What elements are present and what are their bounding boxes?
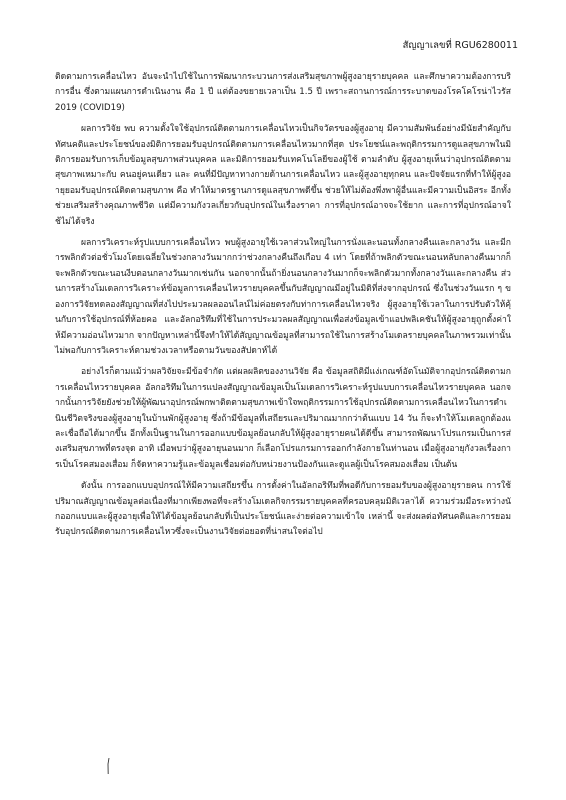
- pen-mark: [107, 758, 110, 774]
- paragraph-3: ผลการวิเคราะห์รูปแบบการเคลื่อนไหว พบผู้สูงอายุใช้เวลาส่วนใหญ่ในการนั่งและนอนทั้งกลางคืนและกลางวัน และมีการพลิกตัวต่อชั่วโมงโดยเฉลี่ยในช่วงกลางวันมากกว่าช่วงกลางคืนถึงเกือบ 4 เท่า โดยที่ถ้าพลิกตัวขณะนอนหลับกลางคืนมากก็จะพลิกตัวขณะนอนงีบตอนกลางวันมากเช่นกัน นอกจากนั้นถ้ายิ่งนอนกลางวันมากก็จะพลิกตัวมากทั้งกลางวันและกลางคืน ส่วนการสร้างโมเดลการวิเคราะห์ข้อมูลการเคลื่อนไหวรายบุคคลขึ้นกับสัญญาณมีอยู่ในมิติที่ส่งจากอุปกรณ์ ซึ่งในช่วงวันแรก ๆ ของการวิจัยทดลองสัญญาณที่ส่งไปประมวลผลออนไลน์ไม่ค่อยตรงกับท่าการเคลื่อนไหวจริง ผู้สูงอายุใช้เวลาในการปรับตัวให้คุ้นกับการใช้อุปกรณ์ที่ห้อยคอ และอัลกอริทึมที่ใช้ในการประมวลผลสัญญาณเพื่อส่งข้อมูลเข้าแอปพลิเคชันให้ผู้สูงอายุถูกตั้งค่าให้มีความอ่อนไหวมาก จากปัญหาเหล่านี้จึงทำให้ได้สัญญาณข้อมูลที่สามารถใช้ในการสร้างโมเดลรายบุคคลในภาพรวมเท่านั้น ไม่พอกับการวิเคราะห์ตามช่วงเวลาหรือตามวันของสัปดาห์ได้: [55, 238, 511, 356]
- paragraph-4: อย่างไรก็ตามแม้ว่าผลวิจัยจะมีข้อจำกัด แต่ผลผลิตของงานวิจัย คือ ข้อมูลสถิติมีแง่เกณฑ์อัตโนมัติจากอุปกรณ์ติดตามการเคลื่อนไหวรายบุคคล อัลกอริทึมในการแปลงสัญญาณข้อมูลเป็นโมเดลการวิเคราะห์รูปแบบการเคลื่อนไหวรายบุคคล นอกจากนั้นการวิจัยยังช่วยให้ผู้พัฒนาอุปกรณ์พกพาติดตามสุขภาพเข้าใจพฤติกรรมการใช้อุปกรณ์ติดตามการเคลื่อนไหวในการดำเนินชีวิตจริงของผู้สูงอายุในบ้านพักผู้สูงอายุ ซึ่งถ้ามีข้อมูลที่เสถียรและปริมาณมากกว่าต้นแบบ 14 วัน ก็จะทำให้โมเดลถูกต้องและเชื่อถือได้มากขึ้น อีกทั้งเป็นฐานในการออกแบบข้อมูลย้อนกลับให้ผู้สูงอายุรายคนได้ดีขึ้น สามารถพัฒนาโปรแกรมเป็นการส่งเสริมสุขภาพที่ตรงจุด อาทิ เมื่อพบว่าผู้สูงอายุนอนมาก ก็เลือกโปรแกรมการออกกำลังกายในท่านอน เมื่อผู้สูงอายุกังวลเรื่องการเป็นโรคสมองเสื่อม ก็จัดหาความรู้และข้อมูลเชื่อมต่อกับหน่วยงานป้องกันและดูแลผู้เป็นโรคสมองเสื่อม เป็นต้น: [55, 367, 511, 470]
- paragraph-1: ติดตามการเคลื่อนไหว อันจะนำไปใช้ในการพัฒนากระบวนการส่งเสริมสุขภาพผู้สูงอายุรายบุคคล และศึกษาความต้องการบริการอื่น ซึ่งตามแผนการดำเนินงาน คือ 1 ปี แต่ต้องขยายเวลาเป็น 1.5 ปี เพราะสถานการณ์การระบาดของโรคโคโรน่าไวรัส 2019 (COVID19): [55, 72, 511, 113]
- paragraph-5: ดังนั้น การออกแบบอุปกรณ์ให้มีความเสถียรขึ้น การตั้งค่าในอัลกอริทึมที่พอดีกับการยอมรับของผู้สูงอายุรายคน การใช้ปริมาณสัญญาณข้อมูลต่อเนื่องที่มากเพียงพอที่จะสร้างโมเดลกิจกรรมรายบุคคลที่ครอบคลุมมิติเวลาได้ ความร่วมมือระหว่างนักออกแบบและผู้สูงอายุเพื่อให้ได้ข้อมูลย้อนกลับที่เป็นประโยชน์และง่ายต่อความเข้าใจ เหล่านี้ จะส่งผลต่อทัศนคติและการยอมรับอุปกรณ์ติดตามการเคลื่อนไหวซึ่งจะเป็นงานวิจัยต่อยอดที่น่าสนใจต่อไป: [55, 481, 511, 538]
- contract-number: สัญญาเลขที่ RGU6280011: [402, 40, 518, 51]
- paragraph-2: ผลการวิจัย พบ ความตั้งใจใช้อุปกรณ์ติดตามการเคลื่อนไหวเป็นกิจวัตรของผู้สูงอายุ มีความสัมพันธ์อย่างมีนัยสำคัญกับทัศนคติและประโยชน์ของมิติการยอมรับอุปกรณ์ติดตามการเคลื่อนไหวมากที่สุด ประโยชน์และพฤติกรรมการดูแลสุขภาพในมิติการยอมรับการเก็บข้อมูลสุขภาพส่วนบุคคล และมิติการยอมรับเทคโนโลยีของผู้ใช้ ตามลำดับ ผู้สูงอายุเห็นว่าอุปกรณ์ติดตามสุขภาพเหมาะกับ คนอยู่คนเดียว และ คนที่มีปัญหาทางกายด้านการเคลื่อนไหว และผู้สูงอายุทุกคน และปัจจัยแรกที่ทำให้ผู้สูงอายุยอมรับอุปกรณ์ติดตามสุขภาพ คือ ทำให้มาตรฐานการดูแลสุขภาพดีขึ้น ช่วยให้ไม่ต้องพึ่งพาผู้อื่นและมีความเป็นอิสระ อีกทั้งช่วยเสริมสร้างคุณภาพชีวิต แต่มีความกังวลเกี่ยวกับอุปกรณ์ในเรื่องราคา การที่อุปกรณ์อาจจะใช้ยาก และการที่อุปกรณ์อาจใช้ไม่ได้จริง: [55, 124, 511, 227]
- report-body: [55, 70, 511, 547]
